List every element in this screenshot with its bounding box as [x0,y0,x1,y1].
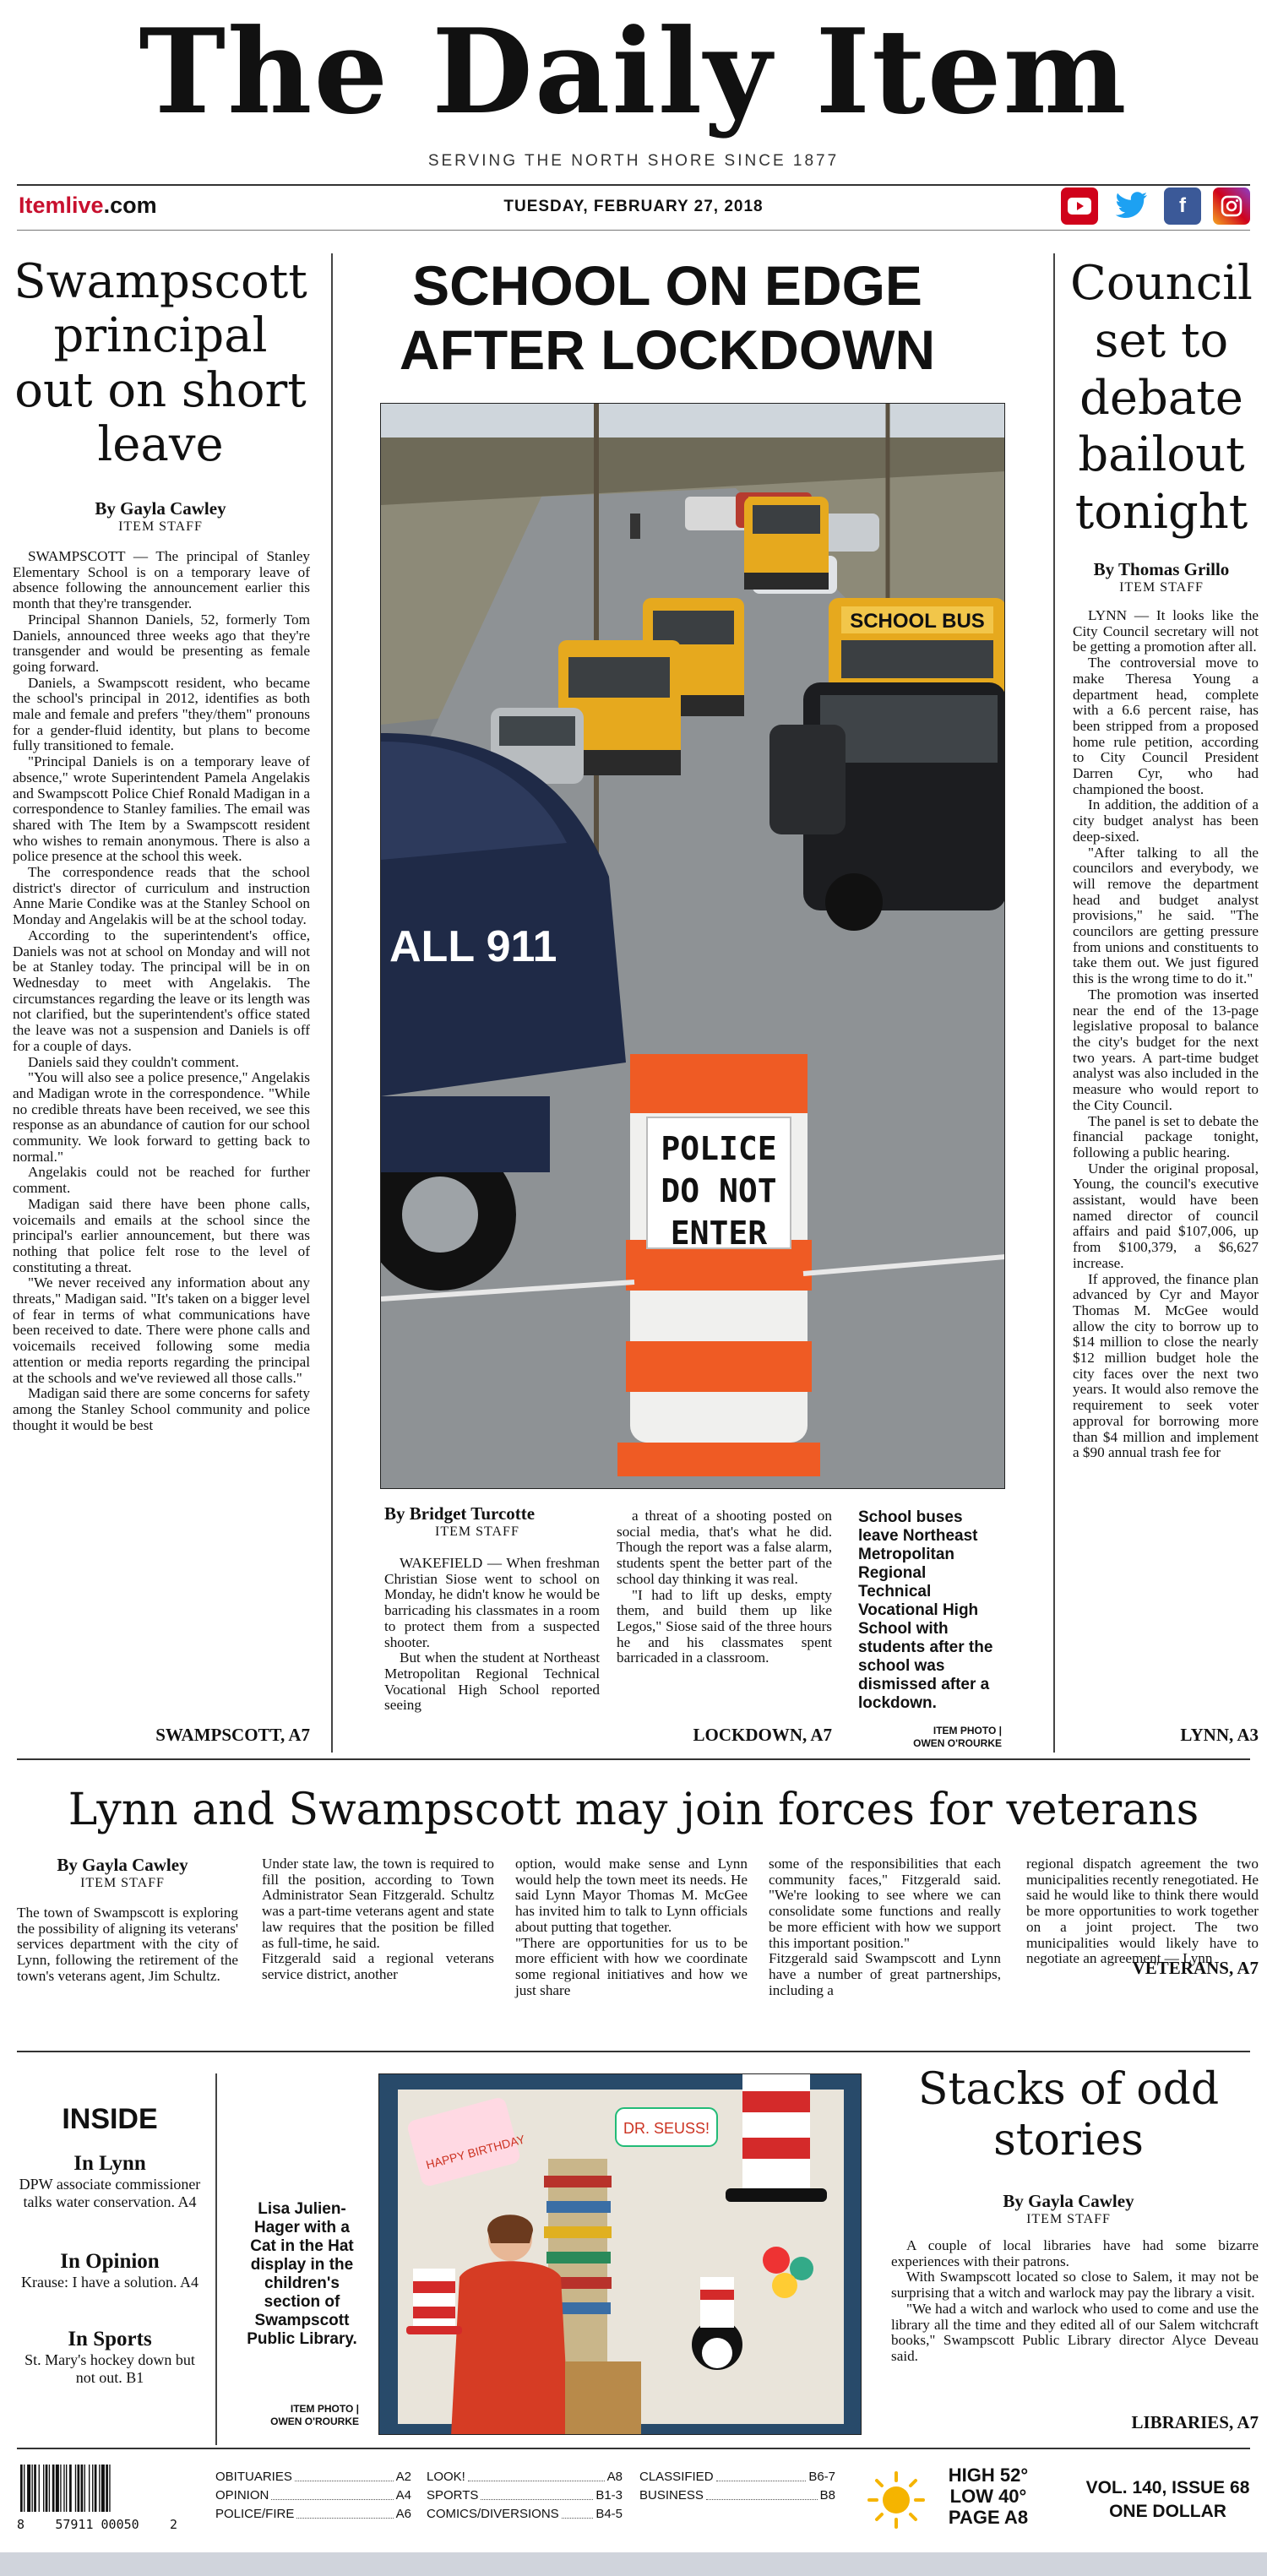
right-byline [1064,559,1259,595]
index-label: POLICE/FIRE [215,2507,295,2521]
barcode-bar [106,2465,108,2512]
suv [769,682,1005,931]
column-rule [331,253,333,1753]
left-headline[interactable]: Swampscott principal out on short leave [14,254,307,473]
leader-dots [481,2486,593,2500]
photo-sign: HAPPY BIRTHDAY [424,2132,527,2172]
lead-photo-caption: School buses leave Northeast Metropolitan Regional Technical Vocational High School with students after the school was dismissed after a lockdown. [858,1508,993,1712]
barcode-bar [52,2465,55,2512]
inside-title: INSIDE [62,2103,158,2135]
veterans-byline [17,1855,228,1891]
barcode-digit: 2 [169,2517,177,2532]
facebook-icon[interactable]: f [1164,187,1201,225]
barcode-bar [75,2465,76,2512]
paragraph: SWAMPSCOTT — The principal of Stanley Elementary School is on a temporary leave of absence following the announcement earlier this month that they're transgender. [13,548,310,612]
barcode-bar [69,2465,72,2512]
barcode-bar [56,2465,59,2512]
paragraph: Madigan said there have been phone calls, voicemails and emails at the school since the principal's earlier announcement, but there was nothing that police felt rose to the level of constituting a threat. [13,1195,310,1275]
index-label: CLASSIFIED [639,2470,714,2484]
weather-page: PAGE A8 [948,2507,1029,2528]
inside-item-sports[interactable]: In Sports St. Mary's hockey down but not out. B1 [24,2328,195,2386]
index-row[interactable] [215,2468,411,2486]
paragraph: According to the superintendent's office, Daniels was not at school on Monday and will not be at Stanley today. The principal will be in on Wednesday to meet with Angelakis. The circumstances regarding the leave or its length was not clarified, but the superintendent's office stated the leave was not a suspension and Daniels is off for a couple of days. [13,927,310,1054]
author: By Bridget Turcotte [384,1503,536,1524]
sign-line: POLICE [661,1130,777,1167]
leader-dots [271,2486,393,2500]
index-row[interactable] [427,2486,623,2505]
dateline: TUESDAY, FEBRUARY 27, 2018 [503,198,764,215]
index-row[interactable] [639,2468,835,2486]
right-headline[interactable]: Council set to debate bailout tonight [1070,256,1253,540]
lead-headline[interactable]: SCHOOL ON EDGE AFTER LOCKDOWN [399,254,936,381]
staff-label: ITEM STAFF [118,519,203,534]
author: By Gayla Cawley [95,498,226,519]
index-page: B8 [819,2488,835,2503]
staff-label: ITEM STAFF [80,1876,165,1890]
veterans-col: some of the responsibilities that each community faces," Fitzgerald said. "We're looking to see where we can consolidate some functions and really be more efficient with how we support this important position." Fitzgerald said Swampscott and Lynn have a number of great partnerships, including a [769,1856,1001,1998]
site-name: Itemlive [19,193,104,218]
author: By Gayla Cawley [57,1855,188,1875]
paragraph: "Principal Daniels is on a temporary leave of absence," wrote Superintendent Pamela Angelakis and Swampscott Police Chief Ronald Madigan in a correspondence to Stanley families. The email was shared with The Item by a Swampscott resident who wishes to remain anonymous. There is also a police presence at the school this week. [13,753,310,865]
lead-photo [380,403,1005,1489]
index-page: B6-7 [808,2470,835,2484]
veterans-jump-link[interactable]: VETERANS, A7 [1132,1958,1259,1978]
issue-info [1081,2476,1254,2524]
tagline: SERVING THE NORTH SHORE SINCE 1877 [427,152,840,170]
veterans-headline[interactable]: Lynn and Swampscott may join forces for veterans [68,1785,1199,1835]
barcode-bar [20,2465,23,2512]
instagram-icon[interactable] [1213,187,1250,225]
right-story-body [1073,608,1259,1461]
footer-band [0,2552,1267,2576]
barcode-bar [89,2465,90,2512]
index-page: A8 [606,2470,623,2484]
volume-issue: VOL. 140, ISSUE 68 [1085,2478,1250,2497]
index-page: A2 [395,2470,411,2484]
lead-story-col1 [384,1556,600,1714]
paragraph: A couple of local libraries have had some bizarre experiences with their patrons. [891,2237,1259,2269]
veterans-col: regional dispatch agreement the two municipalities recently renegotiated. He said he would like to think there would be more opportunities to work together on a joint project. The two municipalities would likely have to negotiate an agreement — Lynn [1026,1856,1259,1967]
leader-dots [295,2468,394,2481]
photo-credit: ITEM PHOTO | OWEN O'ROURKE [913,1725,1002,1749]
index-label: BUSINESS [639,2488,704,2503]
paragraph: WAKEFIELD — When freshman Christian Siose went to school on Monday, he didn't know he would be barricading his classmates in a room to protect them from a suspected shooter. [384,1555,600,1650]
paragraph: a threat of a shooting posted on social media, that's what he did. Though the report was a false alarm, students spent the better part of the school day thinking it was real. [617,1508,832,1587]
bus-sign-text: SCHOOL BUS [850,610,985,633]
left-jump-link[interactable]: SWAMPSCOTT, A7 [155,1725,310,1745]
barcode-digit: 8 [17,2517,25,2532]
youtube-icon[interactable] [1061,187,1098,225]
divider [17,2051,1250,2052]
paragraph: "I had to lift up desks, empty them, and build them up like Legos," Siose said of the three hours he and his classmates spent barricaded in a classroom. [617,1586,832,1666]
barcode-bar [34,2465,36,2512]
staff-label: ITEM STAFF [1119,580,1204,595]
leader-dots [562,2505,594,2519]
traffic-barrel [617,1054,820,1476]
leader-dots [706,2486,818,2500]
barcode-bar [49,2465,50,2512]
paragraph: In addition, the addition of a city budget analyst has been deep-sixed. [1073,796,1259,845]
lead-byline [384,1503,595,1540]
price: ONE DOLLAR [1109,2502,1226,2521]
paragraph: Angelakis could not be reached for further comment. [13,1164,310,1197]
weather [933,2465,1043,2528]
barcode-bar [101,2465,105,2512]
libraries-byline [878,2191,1259,2227]
paragraph: The promotion was inserted near the end of the 13-page legislative proposal to balance the city's budget for the next two years. A part-time budget analyst was also included in the measure who would report to the City Council. [1073,986,1259,1113]
index-label: SPORTS [427,2488,479,2503]
sun-icon [866,2470,927,2530]
paragraph: The controversial move to make Theresa Young a department head, complete with a 6.6 percent raise, has been stripped from a proposed home rule petition, according to City Council President Darren Cyr, who had championed the boost. [1073,655,1259,797]
paragraph: "We had a witch and warlock who used to come and use the library all the time and they edited all of our Salem witchcraft books," Swampscott Public Library director Alyce Deveau said. [891,2300,1259,2364]
veterans-col: The town of Swampscott is exploring the possibility of aligning its veterans' services department with the city of Lynn, following the retirement of the town's veterans agent, Jim Schultz. [17,1905,238,1984]
libraries-story-body [891,2238,1259,2365]
paragraph: LYNN — It looks like the City Council secretary will not be getting a promotion after all. [1073,607,1259,655]
paragraph: The correspondence reads that the school district's director of curriculum and instruction Anne Marie Condike was at the Stanley School on Monday and Angelakis will be at the school today. [13,864,310,928]
author: By Thomas Grillo [1093,559,1230,579]
cat-in-the-hat-doll [406,2269,462,2334]
inside-item-opinion[interactable]: In Opinion Krause: I have a solution. A4 [21,2250,198,2291]
author: By Gayla Cawley [1003,2191,1134,2211]
paragraph: "You will also see a police presence," Angelakis and Madigan wrote in the correspondence. "While no credible threats have been received, we see this response as an abundance of caution for our school community. We look forward to getting back to normal." [13,1069,310,1165]
high-temp: HIGH 52° [948,2465,1029,2486]
column-rule [215,2073,217,2445]
barcode-bar [39,2465,40,2512]
index-label: OBITUARIES [215,2470,292,2484]
barcode-bar [95,2465,97,2512]
paragraph: "We never received any information about any threats," Madigan said. "It's taken on a bigger level of fear in terms of what communications have been received to date. There were phone calls and voicemails received following some media attention or media reports regarding the principal at the schools and we've reviewed all those calls." [13,1274,310,1386]
index-column [639,2468,835,2505]
index-label: COMICS/DIVERSIONS [427,2507,559,2521]
index-page: B1-3 [595,2488,623,2503]
index-page: B4-5 [595,2507,623,2521]
paragraph: "After talking to all the councilors and everybody, we will remove the department head and budget analyst provisions," he said. "The councilors are getting pressure from unions and constituents to take them out. We just figured this is the wrong time to do it." [1073,844,1259,987]
barcode-bar [81,2465,84,2512]
left-story-body [13,549,310,1433]
barcode-bar [60,2465,61,2512]
barcode-bar [46,2465,48,2512]
paragraph: Principal Shannon Daniels, 52, formerly Tom Daniels, announced three weeks ago that they're transgender and would be presenting as female going forward. [13,611,310,675]
paragraph: Daniels said they couldn't comment. [28,1053,239,1070]
sign-line: ENTER [670,1215,768,1252]
site-domain: .com [103,193,157,218]
index-row[interactable] [427,2468,623,2486]
veterans-col: option, would make sense and Lynn would help the town meet its needs. He said Lynn Mayor Thomas M. McGee has invited him to talk to Lynn officials about putting that together. "There are opportunities for us to be more efficient with how we coordinate some regional initiatives and how we just share [515,1856,748,1998]
libraries-headline[interactable]: Stacks of odd stories [917,2064,1220,2166]
paragraph: Daniels, a Swampscott resident, who became the school's principal in 2012, identifies as both male and female and prefers "they/them" pronouns for a gender-fluid identity, but plans to become fully transitioned to female. [13,674,310,754]
leader-dots [716,2468,807,2481]
veterans-col: Under state law, the town is required to fill the position, according to Town Administrator Sean Fitzgerald. Schultz was a part-time veterans agent and state law requires that the position be filled as full-time, he said. Fitzgerald said a regional veterans service district, another [262,1856,494,1982]
barcode-bar [92,2465,93,2512]
barcode-bar [109,2465,110,2512]
lockdown-scene [381,404,1005,1489]
paragraph: If approved, the finance plan advanced by Cyr and Mayor Thomas M. McGee would allow the city to borrow up to $14 million to close the nearly $12 million budget hole the city faces over the next two years. It would also remove the requirement to seek voter approval for borrowing more than $4 million and implement a $90 annual trash fee for [1073,1270,1259,1461]
leader-dots [296,2505,393,2519]
low-temp: LOW 40° [949,2486,1027,2507]
photo-sign: DR. SEUSS! [623,2120,710,2137]
paragraph: But when the student at Northeast Metropolitan Regional Technical Vocational High School reported seeing [384,1649,600,1714]
index-column [427,2468,623,2524]
index-page: A6 [395,2507,411,2521]
lead-jump-link[interactable]: LOCKDOWN, A7 [693,1725,832,1745]
index-label: LOOK! [427,2470,465,2484]
masthead [0,0,1267,186]
barcode [17,2465,177,2530]
barcode-bar [27,2465,30,2512]
twitter-icon[interactable] [1113,187,1150,225]
left-byline [8,498,313,535]
school-bus [744,497,829,590]
barcode-bar [43,2465,44,2512]
index-row[interactable] [215,2486,411,2505]
leader-dots [468,2468,605,2481]
paragraph: Madigan said there are some concerns for safety among the Stanley School community and police thought it would be best [13,1385,310,1433]
barcode-bar [84,2465,85,2512]
police-car-text: ALL 911 [389,922,557,971]
barcode-bar [99,2465,100,2512]
libraries-jump-link[interactable]: LIBRARIES, A7 [1131,2412,1259,2432]
paragraph: Under the original proposal, Young, the council's executive assistant, would have been named director of council affairs and paid $107,006, up from $100,379, a $6,627 increase. [1073,1160,1259,1271]
divider [17,184,1250,186]
inside-item-lynn[interactable]: In Lynn DPW associate commissioner talks water conservation. A4 [19,2152,201,2210]
divider [17,2448,1250,2449]
newspaper-title: The Daily Item [139,3,1128,140]
index-page: A4 [395,2488,411,2503]
index-row[interactable] [639,2486,835,2505]
divider [17,230,1250,231]
barcode-bars [17,2465,177,2514]
library-photo [378,2073,862,2435]
index-row[interactable] [427,2505,623,2524]
staff-label: ITEM STAFF [435,1524,519,1539]
barcode-bar [78,2465,80,2512]
barcode-bar [32,2465,33,2512]
photo-credit: ITEM PHOTO | OWEN O'ROURKE [270,2403,359,2427]
library-scene [379,2074,862,2435]
divider [17,1758,1250,1760]
index-column [215,2468,411,2524]
right-jump-link[interactable]: LYNN, A3 [1180,1725,1259,1745]
staff-label: ITEM STAFF [1026,2212,1111,2226]
paragraph: The panel is set to debate the financial package tonight, following a public hearing. [1073,1112,1259,1160]
column-rule [1053,253,1055,1753]
index-row[interactable] [215,2505,411,2524]
paragraph: With Swampscott located so close to Salem, it may not be surprising that a witch and warlock may pay the library a visit. [891,2269,1259,2302]
index-label: OPINION [215,2488,269,2503]
barcode-bar [66,2465,67,2512]
library-photo-caption: Lisa Julien-Hager with a Cat in the Hat display in the children's section of Swampscott Public Library. [247,2200,357,2348]
barcode-bar [63,2465,64,2512]
sign-line: DO NOT [661,1172,777,1209]
lead-story-col2 [617,1508,832,1666]
barcode-digits: 57911 00050 [55,2517,139,2532]
